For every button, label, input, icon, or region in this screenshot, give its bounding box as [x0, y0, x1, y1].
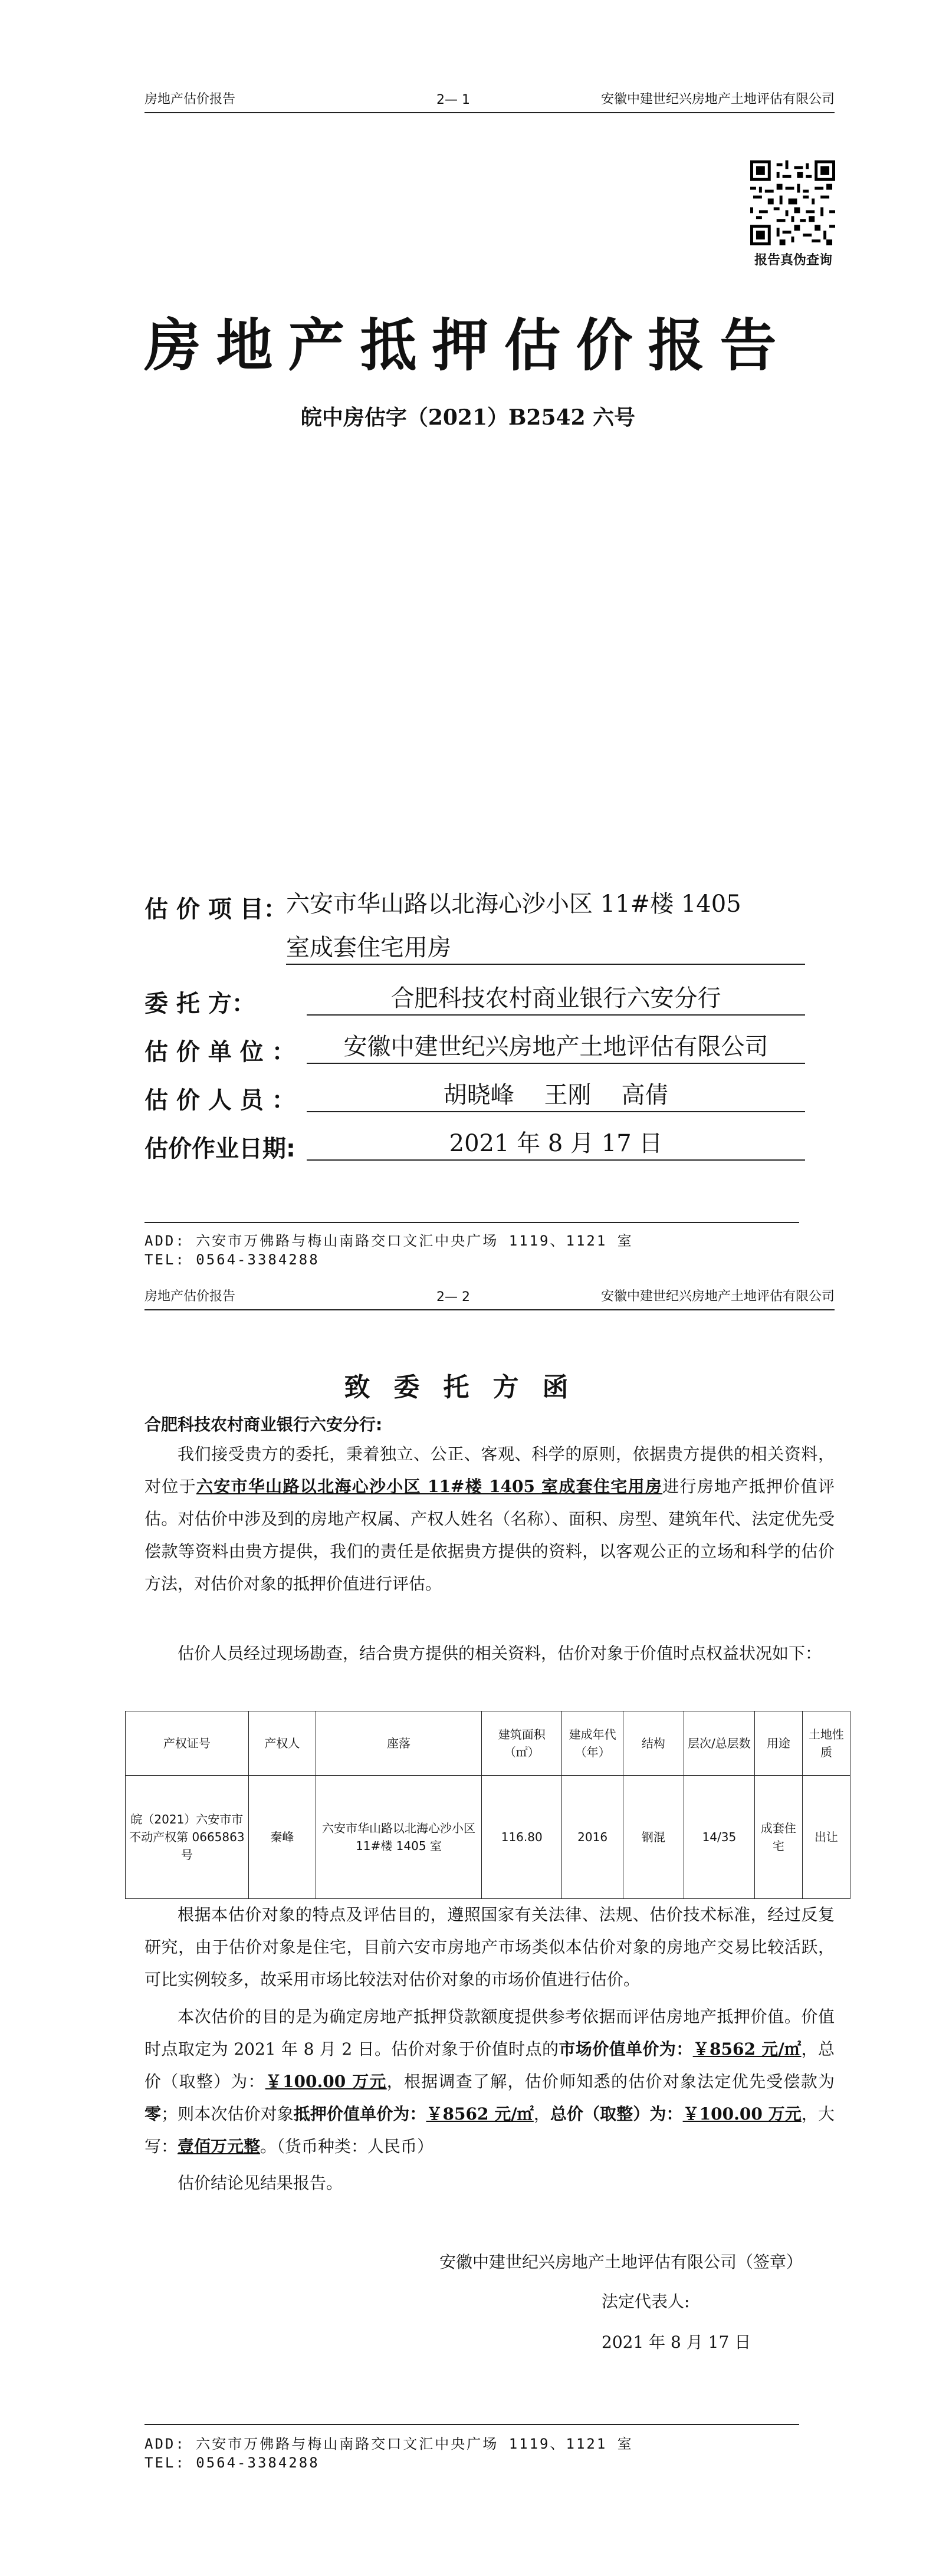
cell-cert-no: 皖（2021）六安市市不动产权第 0665863 号 — [126, 1776, 249, 1899]
amount-in-words: 壹佰万元整 — [178, 2137, 261, 2156]
cell-owner: 秦峰 — [248, 1776, 316, 1899]
paragraph-conclusion: 估价结论见结果报告。 — [178, 2173, 343, 2193]
mortgage-unit-price-label: 抵押价值单价为： — [293, 2104, 426, 2124]
report-title: 房地产抵押估价报告 — [144, 312, 792, 379]
header-company-name: 安徽中建世纪兴房地产土地评估有限公司 — [600, 1289, 835, 1304]
client-value: 合肥科技农村商业银行六安分行 — [307, 983, 805, 1016]
valuation-text: ，大写： — [144, 2104, 835, 2156]
valuation-text: ；则本次估价对象 — [161, 2104, 294, 2124]
header-left-text: 房地产估价报告 — [144, 1289, 236, 1304]
project-value-line2: 室成套住宅用房 — [286, 932, 805, 965]
cell-structure: 钢混 — [623, 1776, 684, 1899]
report-cover-page — [0, 0, 936, 1277]
col-floor: 层次/总层数 — [684, 1711, 754, 1776]
letter-page — [0, 1277, 936, 2576]
signature-company: 安徽中建世纪兴房地产土地评估有限公司（签章） — [439, 2252, 803, 2272]
col-land-type: 土地性质 — [802, 1711, 850, 1776]
cell-floor: 14/35 — [684, 1776, 754, 1899]
project-value-line1: 六安市华山路以北海心沙小区 11#楼 1405 — [286, 891, 741, 918]
page-header — [144, 1286, 835, 1310]
addressee: 合肥科技农村商业银行六安分行: — [144, 1415, 383, 1434]
intro-text-c: 进行房地产抵押价值评估。对估价中涉及到的房地产权属、产权人姓名（名称）、面积、房型、建筑年代、法定优先受偿款等资料由贵方提供，我们的责任是依据贵方提供的资料，以客观公正的立场和科学的估价方法，对估价对象的抵押价值进行评估。 — [144, 1477, 835, 1593]
mortgage-unit-price: ￥8562 元/㎡ — [426, 2104, 534, 2124]
work-date-label: 估价作业日期: — [144, 1135, 295, 1162]
market-unit-price: ￥8562 元/㎡ — [692, 2039, 802, 2059]
mortgage-total-price: ￥100.00 万元 — [682, 2104, 802, 2124]
valuation-text: ，总价（取整）为： — [144, 2039, 835, 2091]
cell-land-type: 出让 — [802, 1776, 850, 1899]
valuation-text: 。（货币种类：人民币） — [260, 2137, 434, 2156]
appraiser-staff-value: 胡晓峰 王刚 高倩 — [307, 1079, 805, 1112]
col-location: 座落 — [316, 1711, 482, 1776]
appraiser-unit-value: 安徽中建世纪兴房地产土地评估有限公司 — [307, 1031, 805, 1064]
col-usage: 用途 — [754, 1711, 802, 1776]
page-header — [144, 88, 835, 113]
letter-title: 致委托方函 — [344, 1372, 592, 1402]
valuation-text: ， — [533, 2104, 550, 2124]
priority-payment: 零 — [144, 2104, 162, 2124]
report-number: 皖中房估字（2021）B2542 六号 — [300, 405, 636, 430]
market-total-price: ￥100.00 万元 — [265, 2072, 387, 2091]
table-row — [126, 1776, 850, 1899]
table-header-row — [126, 1711, 850, 1776]
property-address-highlight: 六安市华山路以北海心沙小区 11#楼 1405 室成套住宅用房 — [196, 1477, 663, 1496]
col-year: 建成年代（年） — [562, 1711, 623, 1776]
footer-address: ADD: 六安市万佛路与梅山南路交口文汇中央广场 1119、1121 室 — [144, 2436, 633, 2452]
signature-representative: 法定代表人: — [602, 2292, 690, 2311]
cell-area: 116.80 — [481, 1776, 562, 1899]
header-page-number: 2— 2 — [436, 1290, 470, 1305]
appraiser-unit-label: 估 价 单 位 ： — [144, 1039, 295, 1066]
footer-divider — [144, 1222, 799, 1223]
footer-phone: TEL: 0564-3384288 — [144, 1251, 320, 1268]
signature-date: 2021 年 8 月 17 日 — [602, 2332, 751, 2352]
project-label: 估 价 项 目： — [144, 896, 287, 923]
header-left-text: 房地产估价报告 — [144, 92, 236, 107]
mortgage-total-label: 总价（取整）为： — [550, 2104, 683, 2124]
header-page-number: 2— 1 — [436, 93, 470, 107]
appraiser-staff-label: 估 价 人 员 ： — [144, 1087, 295, 1114]
paragraph-method: 根据本估价对象的特点及评估目的，遵照国家有关法律、法规、估价技术标准，经过反复研究，由于估价对象是住宅，目前六安市房地产市场类似本估价对象的房地产交易比较活跃，可比实例较多，故采用市场比较法对估价对象的市场价值进行估价。 — [144, 1905, 835, 1989]
col-owner: 产权人 — [248, 1711, 316, 1776]
property-rights-table — [125, 1711, 850, 1899]
footer-address: ADD: 六安市万佛路与梅山南路交口文汇中央广场 1119、1121 室 — [144, 1233, 633, 1249]
cell-usage: 成套住宅 — [754, 1776, 802, 1899]
col-cert-no: 产权证号 — [126, 1711, 249, 1776]
intro-text-a: 我们接受贵方的委托，秉着独立、公正、客观、科学的原则，依据贵方提供的相关资料，对位于 — [144, 1444, 835, 1496]
paragraph-intro — [144, 1438, 835, 1600]
col-area: 建筑面积（㎡） — [481, 1711, 562, 1776]
qr-code-icon[interactable] — [750, 160, 835, 245]
qr-caption: 报告真伪查询 — [754, 253, 832, 268]
cell-year: 2016 — [562, 1776, 623, 1899]
client-label: 委 托 方： — [144, 990, 255, 1017]
work-date-value: 2021 年 8 月 17 日 — [307, 1128, 805, 1161]
market-unit-price-label: 市场价值单价为： — [559, 2039, 693, 2059]
valuation-text: ，根据调查了解，估价师知悉的估价对象法定优先受偿款为 — [386, 2072, 835, 2091]
header-company-name: 安徽中建世纪兴房地产土地评估有限公司 — [600, 92, 835, 107]
footer-phone: TEL: 0564-3384288 — [144, 2455, 320, 2471]
footer-divider — [144, 2424, 799, 2425]
cell-location: 六安市华山路以北海心沙小区 11#楼 1405 室 — [316, 1776, 482, 1899]
col-structure: 结构 — [623, 1711, 684, 1776]
valuation-text: 本次估价的目的是为确定房地产抵押贷款额度提供参考依据而评估房地产抵押价值。价值时点取定为 2021 年 8 月 2 日。估价对象于价值时点的 — [144, 2007, 835, 2059]
paragraph-valuation — [144, 2000, 835, 2163]
paragraph-inspection: 估价人员经过现场勘查，结合贵方提供的相关资料，估价对象于价值时点权益状况如下： — [178, 1644, 822, 1663]
